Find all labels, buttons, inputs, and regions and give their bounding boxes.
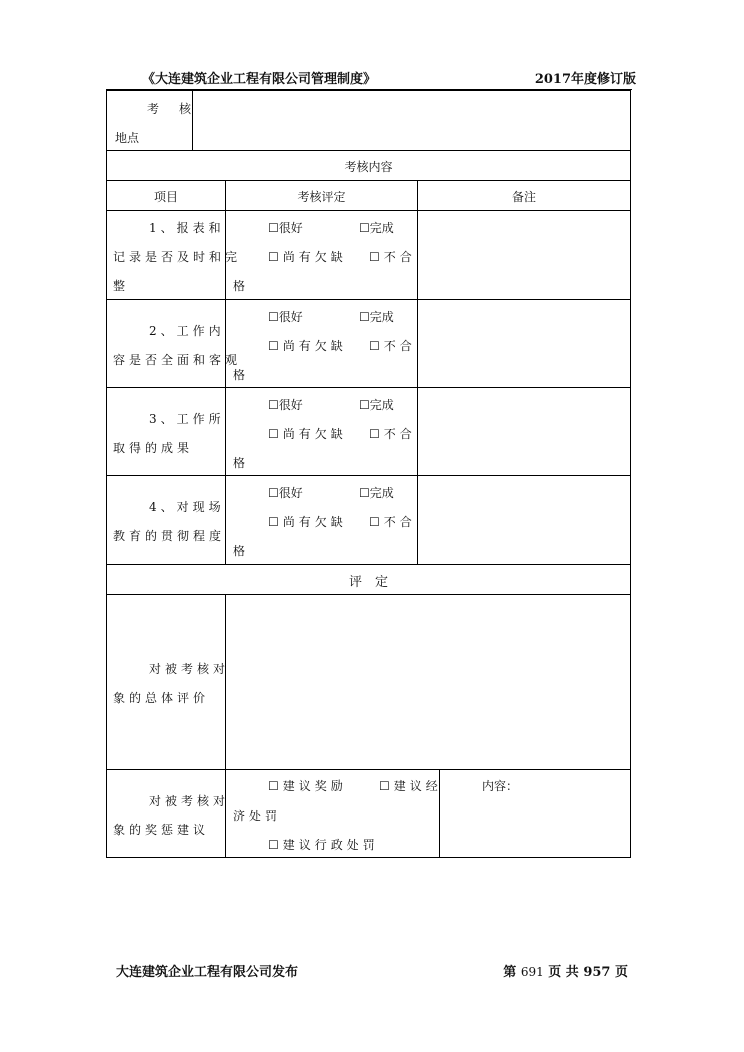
col-header-evaluation-label: 考核评定 xyxy=(297,190,346,204)
location-label-line2: 地点 xyxy=(115,131,140,145)
page-middle: 页 共 xyxy=(548,965,579,980)
page-suffix: 页 xyxy=(614,965,628,980)
page-prefix: 第 xyxy=(503,965,517,980)
footer-publisher: 大连建筑企业工程有限公司发布 xyxy=(116,965,299,980)
item-1-complete-checkbox[interactable]: ☐完成 xyxy=(359,221,394,235)
item-1-label-cell xyxy=(106,210,242,300)
item-3-fail-checkbox[interactable]: ☐不合 xyxy=(369,427,416,441)
item-4-line2: 教育的贯彻程度 xyxy=(113,529,226,543)
item-3-fail-label-cont: 格 xyxy=(233,456,246,470)
item-3-deficient-checkbox[interactable]: ☐尚有欠缺 xyxy=(268,427,347,441)
item-4-label-cell xyxy=(106,475,226,565)
reward-label-cell xyxy=(106,769,230,858)
item-1-remark-cell[interactable] xyxy=(417,210,631,300)
location-label-line1: 考 核 xyxy=(147,102,196,116)
item-2-evaluation-cell xyxy=(225,299,418,388)
item-2-fail-checkbox[interactable]: ☐不合 xyxy=(369,339,416,353)
col-header-remark xyxy=(417,180,631,211)
col-header-item-label: 项目 xyxy=(153,190,178,204)
reward-label-line1: 对被考核对 xyxy=(149,794,230,808)
item-1-evaluation-cell xyxy=(225,210,418,300)
item-1-fail-label-cont: 格 xyxy=(233,279,246,293)
suggest-economic-penalty-label-cont: 济处罚 xyxy=(233,809,282,823)
item-3-complete-checkbox[interactable]: ☐完成 xyxy=(359,398,394,412)
item-3-line2: 取得的成果 xyxy=(113,441,194,455)
item-2-line2: 容是否全面和客观 xyxy=(113,353,242,367)
page-total: 957 xyxy=(583,965,611,980)
item-1-deficient-checkbox[interactable]: ☐尚有欠缺 xyxy=(268,250,347,264)
item-4-fail-checkbox[interactable]: ☐不合 xyxy=(369,515,416,529)
item-2-label-cell xyxy=(106,299,242,388)
item-4-evaluation-cell xyxy=(225,475,418,565)
col-header-remark-label: 备注 xyxy=(511,190,536,204)
item-4-remark-cell[interactable] xyxy=(417,475,631,565)
page-current: 691 xyxy=(520,965,544,979)
reward-options-cell xyxy=(225,769,440,858)
item-4-fail-label-cont: 格 xyxy=(233,544,246,558)
item-3-label-cell xyxy=(106,387,226,476)
item-2-complete-checkbox[interactable]: ☐完成 xyxy=(359,310,394,324)
assessment-title: 评 定 xyxy=(348,575,388,590)
location-label-cell xyxy=(106,90,196,151)
item-4-complete-checkbox[interactable]: ☐完成 xyxy=(359,486,394,500)
overall-label-line1: 对被考核对 xyxy=(149,662,230,676)
item-1-line2: 记录是否及时和完 xyxy=(113,250,242,264)
item-3-line1: 3、工作所 xyxy=(149,412,225,426)
reward-content-label: 内容： xyxy=(482,779,519,793)
item-1-line1: 1、报表和 xyxy=(149,221,225,235)
item-4-line1: 4、对现场 xyxy=(149,500,225,514)
item-2-remark-cell[interactable] xyxy=(417,299,631,388)
item-1-very-good-checkbox[interactable]: ☐很好 xyxy=(268,221,303,235)
overall-label-cell xyxy=(106,594,230,770)
reward-label-line2: 象的奖惩建议 xyxy=(113,823,210,837)
item-1-line3: 整 xyxy=(113,279,130,293)
suggest-reward-checkbox[interactable]: ☐建议奖励 xyxy=(268,779,347,793)
suggest-admin-penalty-checkbox[interactable]: ☐建议行政处罚 xyxy=(268,838,379,852)
item-3-remark-cell[interactable] xyxy=(417,387,631,476)
overall-label-line2: 象的总体评价 xyxy=(113,691,210,705)
item-2-fail-label-cont: 格 xyxy=(233,368,246,382)
suggest-economic-penalty-checkbox[interactable]: ☐建议经 xyxy=(379,779,442,793)
footer-page-number xyxy=(503,961,628,980)
col-header-evaluation xyxy=(225,180,418,211)
assessment-header xyxy=(106,564,631,595)
content-section-header xyxy=(106,150,631,181)
location-value-cell[interactable] xyxy=(192,90,631,151)
item-4-very-good-checkbox[interactable]: ☐很好 xyxy=(268,486,303,500)
document-title: 《大连建筑企业工程有限公司管理制度》 xyxy=(142,72,377,87)
content-section-title: 考核内容 xyxy=(344,160,393,174)
item-2-deficient-checkbox[interactable]: ☐尚有欠缺 xyxy=(268,339,347,353)
reward-content-cell[interactable] xyxy=(439,769,631,858)
item-2-very-good-checkbox[interactable]: ☐很好 xyxy=(268,310,303,324)
col-header-item xyxy=(106,180,226,211)
overall-value-cell[interactable] xyxy=(225,594,631,770)
item-3-evaluation-cell xyxy=(225,387,418,476)
document-version: 2017年度修订版 xyxy=(534,72,636,87)
item-1-fail-checkbox[interactable]: ☐不合 xyxy=(369,250,416,264)
item-2-line1: 2、工作内 xyxy=(149,324,225,338)
item-4-deficient-checkbox[interactable]: ☐尚有欠缺 xyxy=(268,515,347,529)
item-3-very-good-checkbox[interactable]: ☐很好 xyxy=(268,398,303,412)
